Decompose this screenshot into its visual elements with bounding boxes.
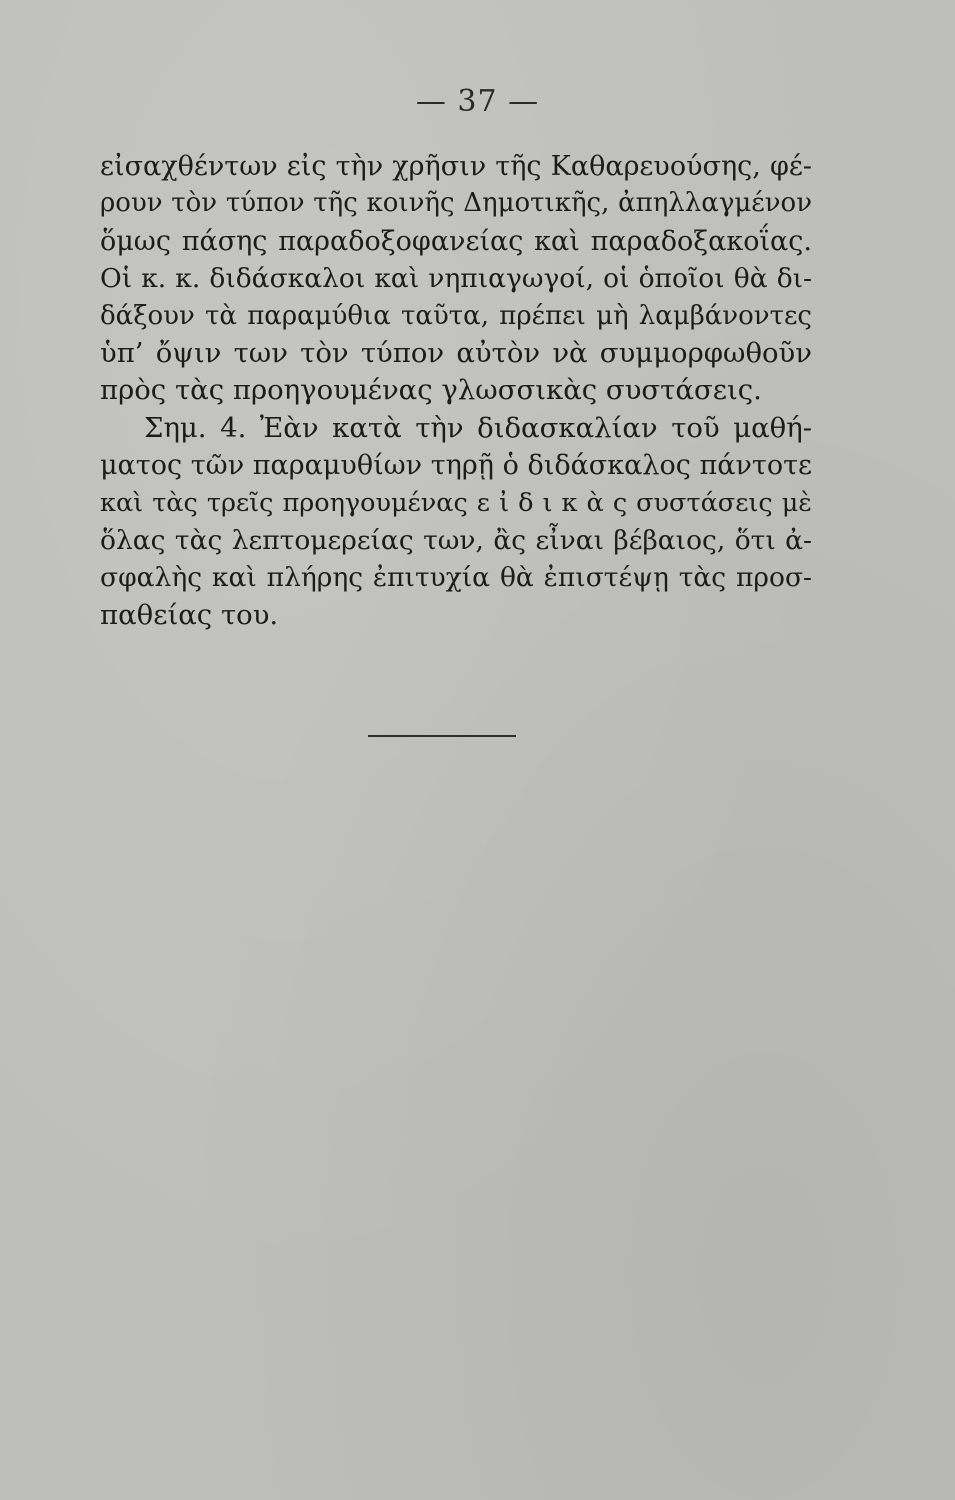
text-line: σφαλὴς καὶ πλήρης ἐπιτυχία θὰ ἐπιστέψῃ τὰς προσ-	[100, 562, 812, 594]
text-line: καὶ τὰς τρεῖς προηγουμένας ε ἰ δ ι κ ὰ ς συστάσεις μὲ	[100, 487, 812, 518]
text-line: Οἱ κ. κ. διδάσκαλοι καὶ νηπιαγωγοί, οἱ ὁποῖοι θὰ δι-	[100, 263, 812, 295]
text-line: ματος τῶν παραμυθίων τηρῇ ὁ διδάσκαλος πάντοτε	[100, 450, 812, 482]
page-number: — 37 —	[415, 84, 540, 119]
text-line: παθείας του.	[100, 598, 279, 631]
text-line: ὅμως πάσης παραδοξοφανείας καὶ παραδοξακοΐας.	[100, 225, 812, 257]
text-line: ὑπ’ ὄψιν των τὸν τύπον αὐτὸν νὰ συμμορφωθοῦν	[100, 337, 812, 370]
text-line-note-start: Σημ. 4. Ἐὰν κατὰ τὴν διδασκαλίαν τοῦ μαθή-	[144, 411, 812, 444]
text-line: εἰσαχθέντων εἰς τὴν χρῆσιν τῆς Καθαρευούσης, φέ-	[100, 151, 812, 182]
section-divider	[368, 735, 516, 737]
text-line: πρὸς τὰς προηγουμένας γλωσσικὰς συστάσεις.	[100, 374, 762, 407]
text-line: δάξουν τὰ παραμύθια ταῦτα, πρέπει μὴ λαμβάνοντες	[100, 300, 812, 331]
text-line: ρουν τὸν τύπον τῆς κοινῆς Δημοτικῆς, ἀπηλλαγμένον	[100, 188, 812, 219]
text-line: ὅλας τὰς λεπτομερείας των, ἂς εἶναι βέβαιος, ὅτι ἀ-	[100, 525, 812, 557]
body-text	[100, 148, 812, 634]
